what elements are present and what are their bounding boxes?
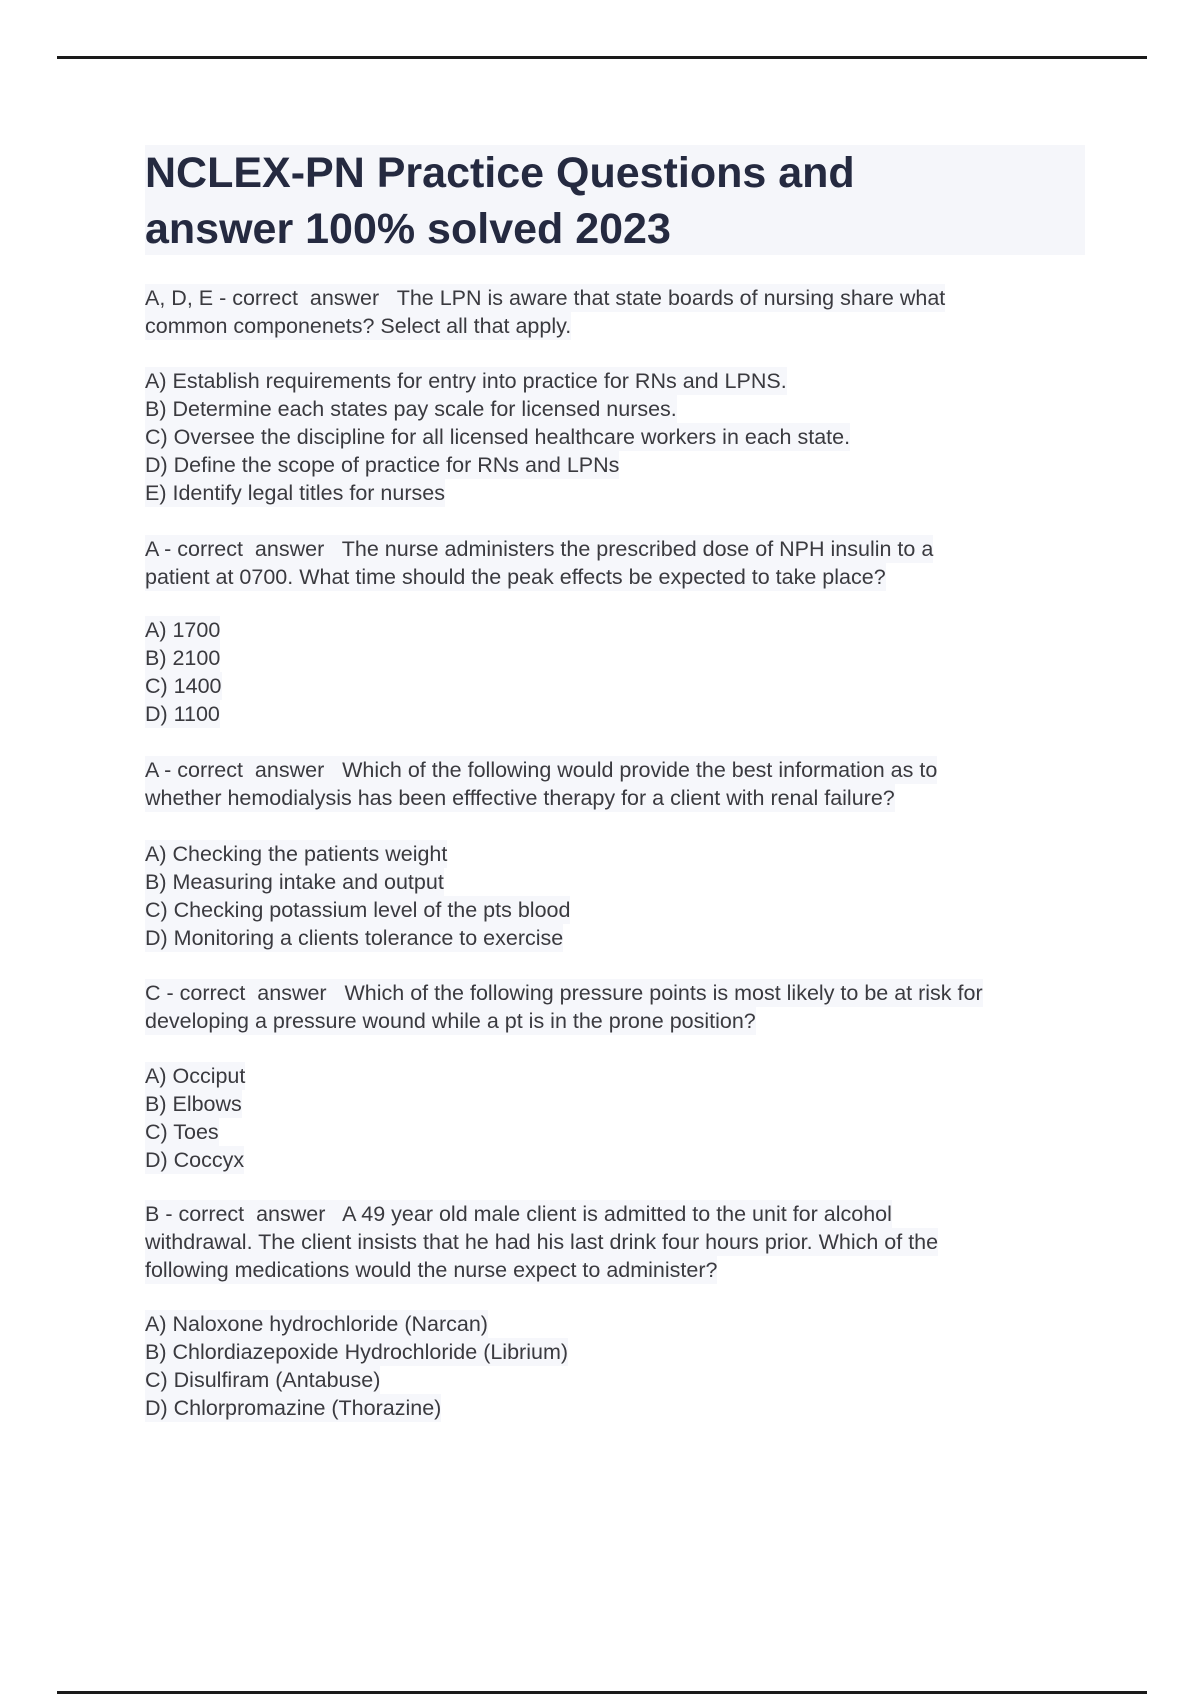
answer-option: C) Toes [145,1120,219,1144]
answer-option: B) Elbows [145,1092,242,1116]
title-line: answer 100% solved 2023 [145,205,671,253]
answer-option: C) Checking potassium level of the pts blood [145,898,571,922]
answer-option: C) 1400 [145,674,222,698]
answer-option: A) Establish requirements for entry into practice for RNs and LPNS. [145,369,787,393]
answer-option: C) Oversee the discipline for all licensed healthcare workers in each state. [145,425,851,449]
question-line: A, D, E - correct answer The LPN is aware that state boards of nursing share what [145,286,946,310]
question-line: A - correct answer Which of the following would provide the best information as to [145,758,938,782]
answer-option: D) Define the scope of practice for RNs and LPNs [145,453,620,477]
answer-options [145,616,1095,728]
question-line: patient at 0700. What time should the peak effects be expected to take place? [145,565,886,589]
question-text [145,535,1095,591]
question-text [145,756,1095,812]
answer-options [145,1310,1095,1422]
question-line: developing a pressure wound while a pt is in the prone position? [145,1009,756,1033]
answer-options [145,1062,1095,1174]
answer-option: B) Determine each states pay scale for licensed nurses. [145,397,677,421]
question-line: common componenets? Select all that apply. [145,314,572,338]
answer-option: B) Measuring intake and output [145,870,444,894]
answer-option: C) Disulfiram (Antabuse) [145,1368,381,1392]
answer-option: A) Occiput [145,1064,246,1088]
answer-option: D) 1100 [145,702,220,726]
answer-option: D) Monitoring a clients tolerance to exercise [145,926,564,950]
page-title [145,145,1085,255]
question-line: whether hemodialysis has been efffective therapy for a client with renal failure? [145,786,895,810]
question-text [145,1200,1095,1284]
answer-option: A) Naloxone hydrochloride (Narcan) [145,1312,488,1336]
question-line: C - correct answer Which of the following pressure points is most likely to be at risk for [145,981,983,1005]
answer-options [145,840,1095,952]
answer-option: B) 2100 [145,646,221,670]
question-text [145,284,1095,340]
question-text [145,979,1095,1035]
question-line: withdrawal. The client insists that he had his last drink four hours prior. Which of the [145,1230,939,1254]
top-rule [57,56,1147,59]
answer-option: D) Chlorpromazine (Thorazine) [145,1396,442,1420]
question-line: following medications would the nurse expect to administer? [145,1258,718,1282]
answer-option: B) Chlordiazepoxide Hydrochloride (Librium) [145,1340,569,1364]
answer-option: E) Identify legal titles for nurses [145,481,445,505]
answer-options [145,367,1095,507]
answer-option: D) Coccyx [145,1148,245,1172]
answer-option: A) 1700 [145,618,221,642]
answer-option: A) Checking the patients weight [145,842,448,866]
question-line: A - correct answer The nurse administers the prescribed dose of NPH insulin to a [145,537,934,561]
title-line: NCLEX-PN Practice Questions and [145,149,855,197]
bottom-rule [57,1691,1147,1694]
question-line: B - correct answer A 49 year old male client is admitted to the unit for alcohol [145,1202,892,1226]
